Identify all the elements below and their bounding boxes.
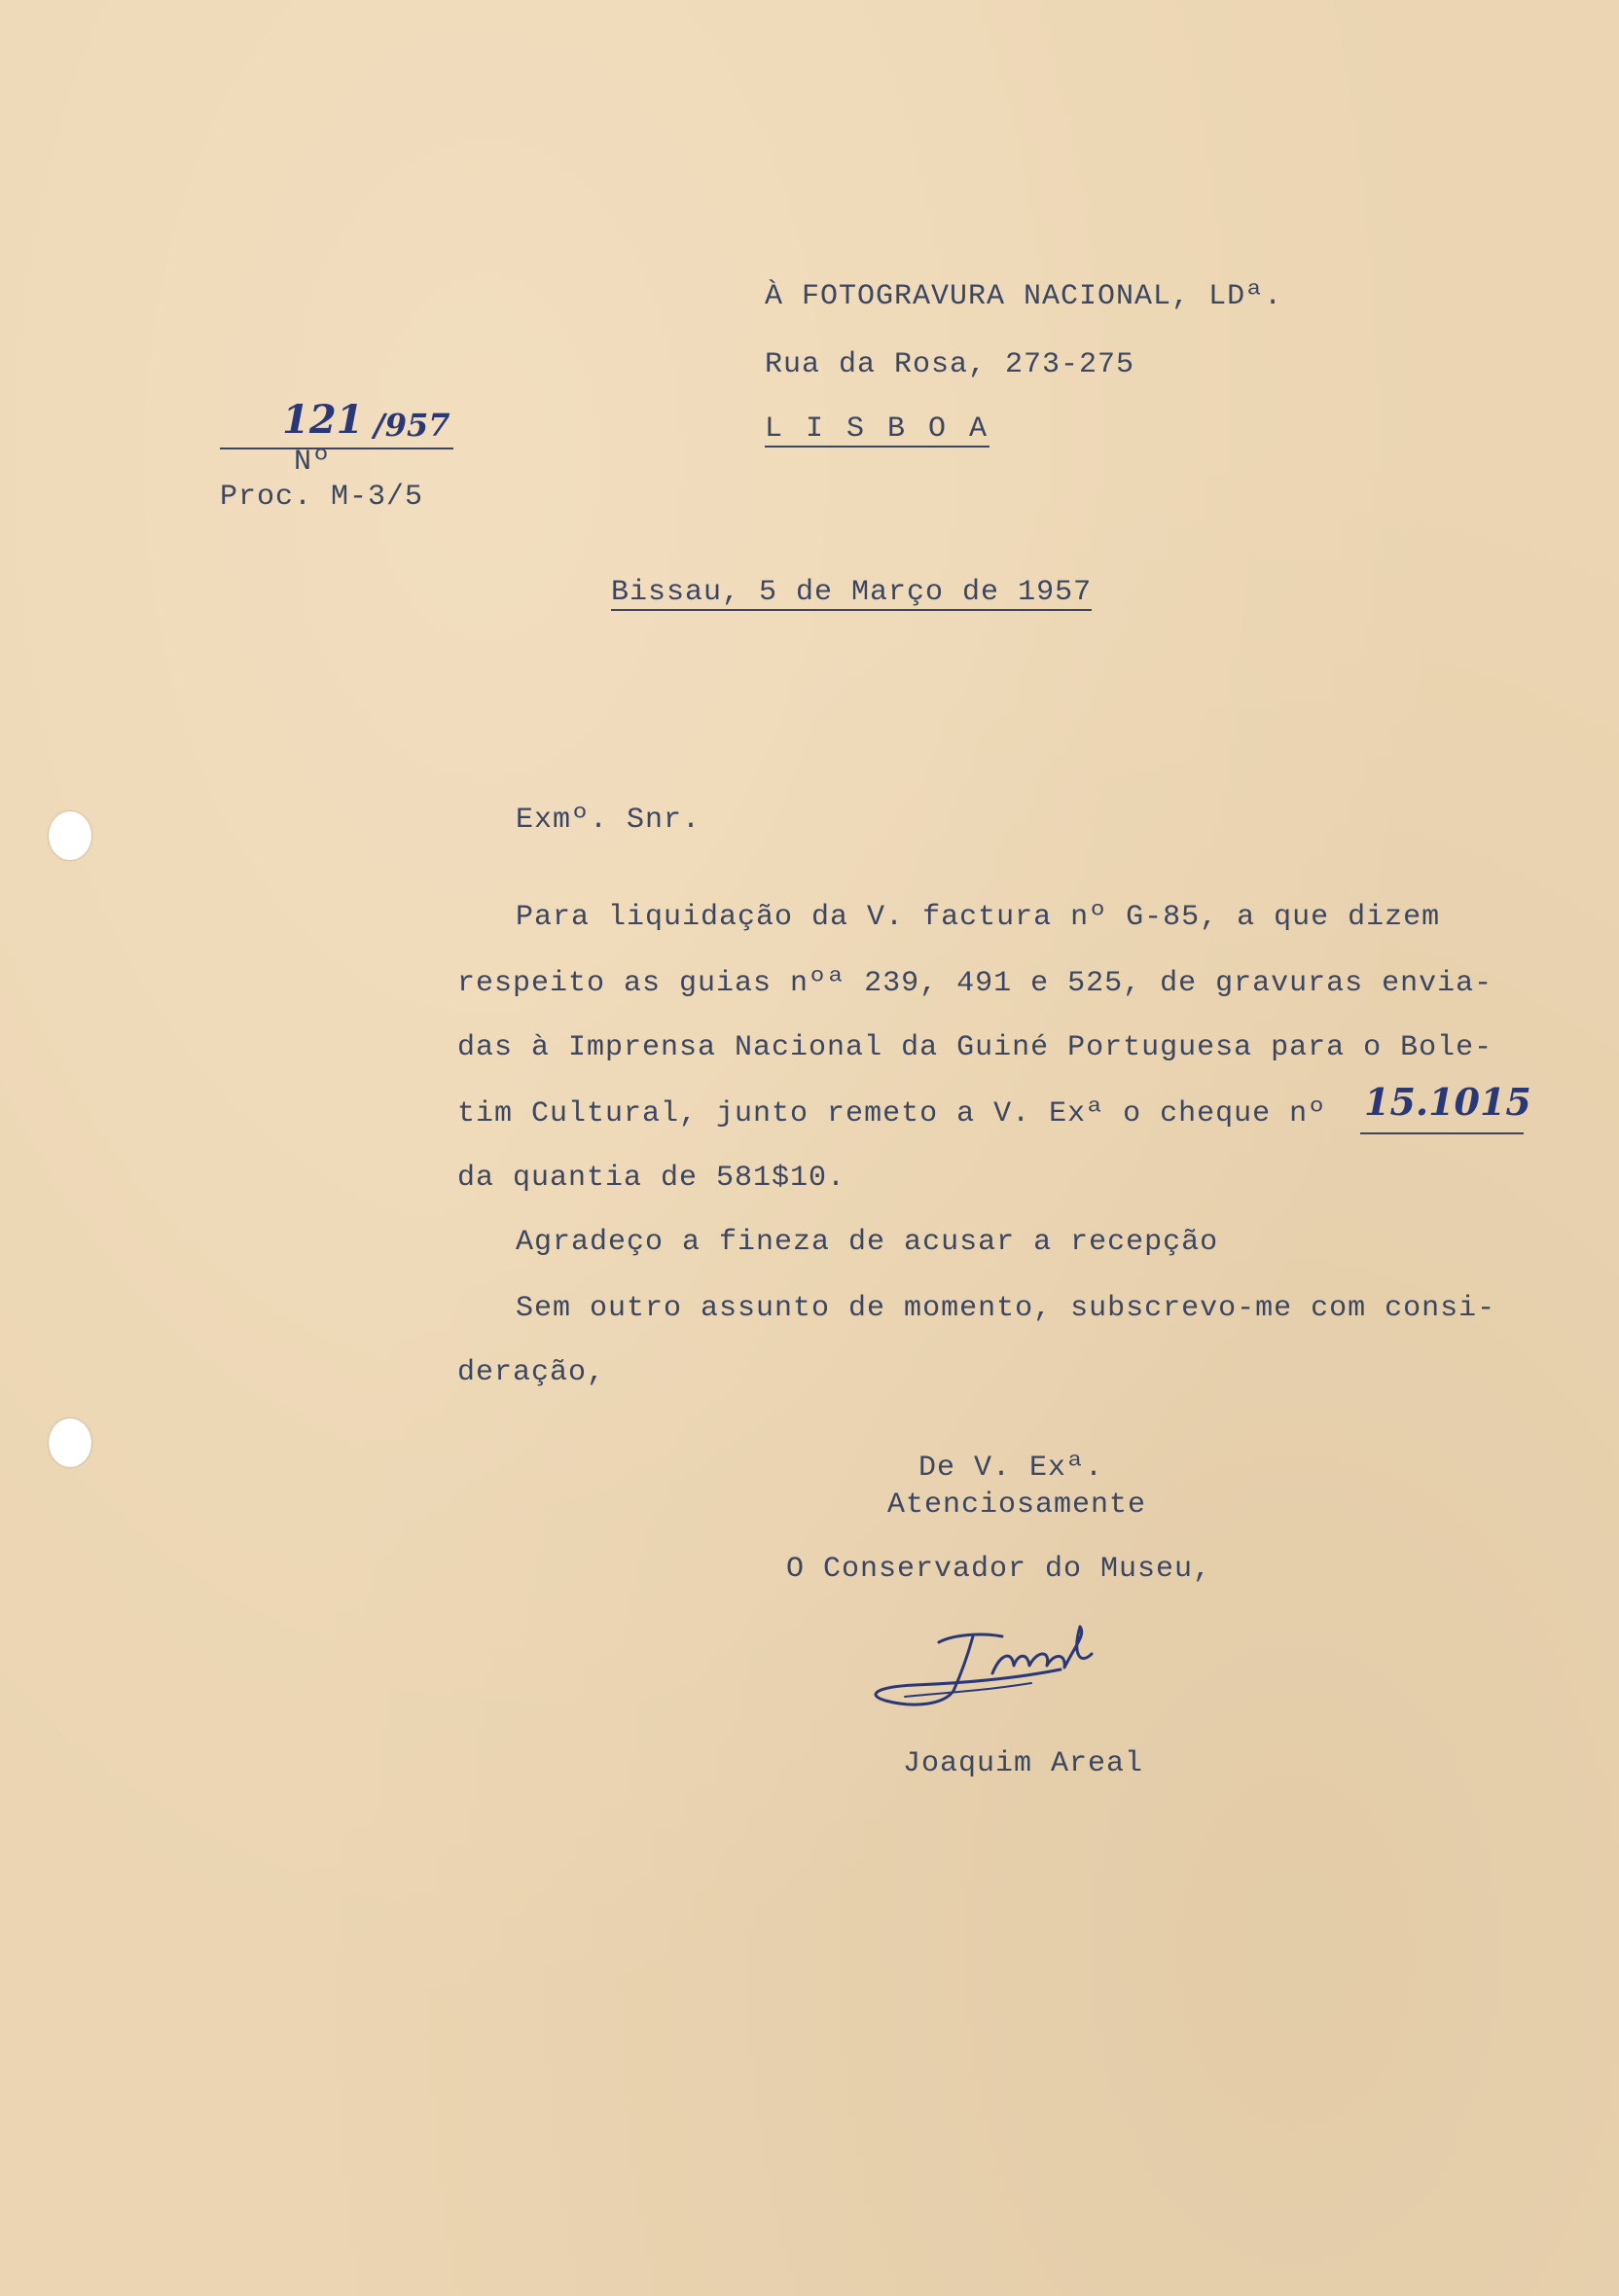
reference-number-handwritten: 121	[282, 397, 364, 443]
recipient-name: À FOTOGRAVURA NACIONAL, LDª.	[765, 280, 1283, 313]
reference-year: /957	[374, 407, 450, 444]
recipient-street: Rua da Rosa, 273-275	[765, 348, 1135, 381]
closing-role: O Conservador do Museu,	[786, 1553, 1212, 1586]
closing-line-1: De V. Exª.	[918, 1452, 1104, 1485]
body-line-7: Sem outro assunto de momento, subscrevo-me com consi-	[516, 1292, 1496, 1325]
body-line-1: Para liquidação da V. factura nº G-85, a que dizem	[516, 901, 1441, 934]
date-line: Bissau, 5 de Março de 1957	[611, 576, 1093, 609]
proc-reference: Proc. M-3/5	[220, 481, 424, 514]
punch-hole	[49, 1418, 91, 1467]
body-line-3: das à Imprensa Nacional da Guiné Portuguesa para o Bole-	[457, 1031, 1493, 1064]
body-line-5: da quantia de 581$10.	[457, 1162, 846, 1195]
salutation: Exmº. Snr.	[516, 804, 702, 837]
body-line-4: tim Cultural, junto remeto a V. Exª o cheque nº	[457, 1097, 1327, 1130]
cheque-number-handwritten: 15.1015	[1364, 1080, 1531, 1124]
signatory-name: Joaquim Areal	[903, 1747, 1144, 1780]
recipient-city: L I S B O A	[765, 413, 990, 446]
body-line-6: Agradeço a fineza de acusar a recepção	[516, 1226, 1219, 1259]
closing-line-2: Atenciosamente	[887, 1489, 1147, 1522]
signature	[846, 1615, 1158, 1722]
body-line-2: respeito as guias nºª 239, 491 e 525, de gravuras envia-	[457, 967, 1493, 1000]
body-line-8: deração,	[457, 1356, 606, 1389]
reference-prefix: Nº	[294, 446, 332, 479]
punch-hole	[49, 811, 91, 860]
